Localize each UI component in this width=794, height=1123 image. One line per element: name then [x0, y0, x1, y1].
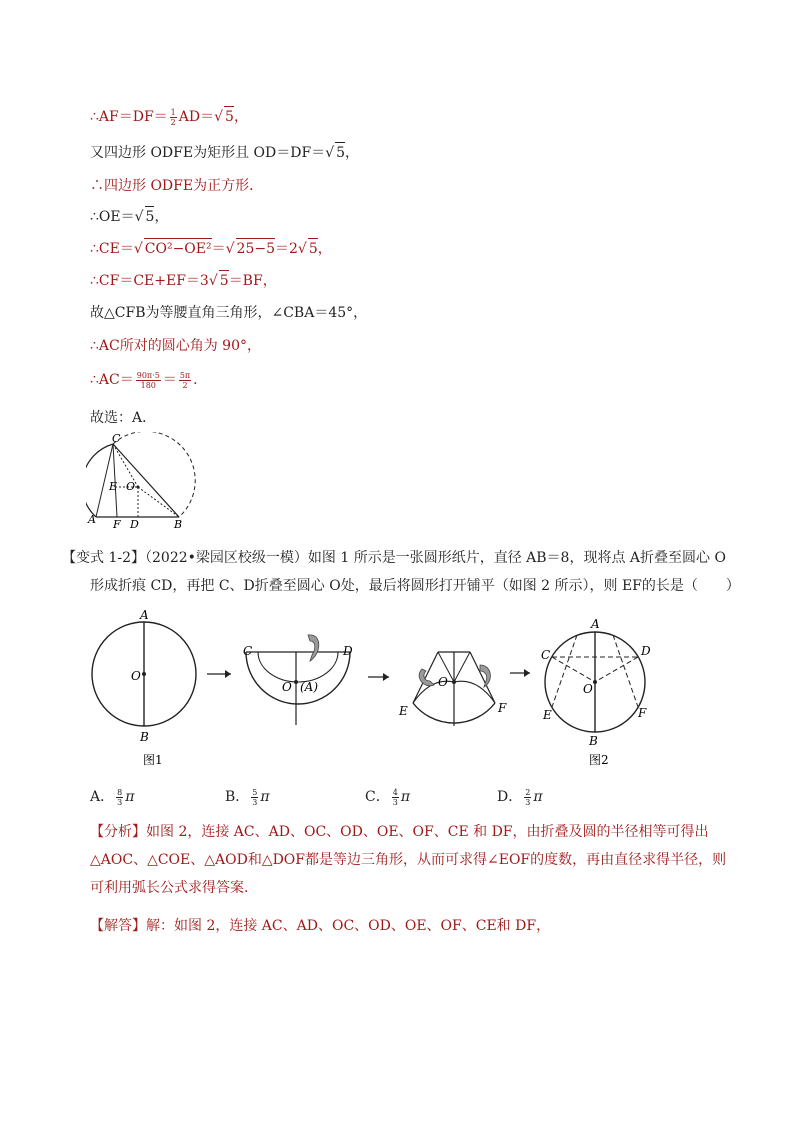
- analysis-tag: 【分析】: [90, 824, 146, 840]
- fraction: [136, 371, 161, 390]
- solution-line-3: ∴四边形 ODFE为正方形．: [90, 178, 264, 194]
- fraction: [524, 788, 531, 807]
- solution-line-6: ∴CF＝CE+EF＝3√ 5＝BF，: [90, 270, 277, 291]
- fig2-lower-arc: [246, 652, 350, 704]
- text-segment: ∴AC＝: [90, 372, 134, 388]
- fig3-label-f: F: [498, 701, 507, 715]
- fraction-denominator: 2: [182, 380, 188, 390]
- arrow-3-head: [524, 669, 530, 677]
- fraction: [170, 108, 177, 127]
- arrow-1-head: [225, 670, 231, 678]
- fraction-numerator: 2: [525, 787, 531, 797]
- solution-line-7: 故△CFB为等腰直角三角形，∠CBA＝45°，: [90, 305, 368, 321]
- fraction-numerator: 5: [252, 787, 258, 797]
- fraction-denominator: 3: [392, 797, 398, 807]
- fraction-numerator: 1: [170, 107, 176, 117]
- solution-line-9: [90, 370, 207, 390]
- choice-line: 故选：A．: [90, 410, 157, 426]
- text-segment: ＝2: [274, 241, 298, 257]
- text-segment: AD＝: [178, 109, 215, 125]
- problem-source: （2022•梁园区校级一模）: [145, 550, 308, 566]
- fraction: [116, 788, 123, 807]
- arrow-2-head: [383, 673, 389, 681]
- text-segment: ∴OE＝: [90, 209, 135, 225]
- fraction: [179, 371, 191, 390]
- sqrt-radicand: 5: [145, 206, 155, 227]
- fig1-label-b: B: [140, 730, 149, 744]
- segment-ob: [138, 487, 179, 517]
- fig3-right-edge: [470, 652, 495, 703]
- fig4-center: [593, 680, 597, 684]
- fraction-numerator: 8: [117, 787, 123, 797]
- fig4-label-e: E: [543, 708, 552, 722]
- fig2-center: [294, 680, 298, 684]
- text-segment: ∴CF＝CE+EF＝3: [90, 273, 209, 289]
- fraction-numerator: 5π: [179, 370, 191, 380]
- text-segment: ，: [233, 109, 248, 125]
- fig2-label-a-paren: (A): [300, 680, 319, 694]
- option-a[interactable]: [90, 786, 134, 807]
- fig4-caption: 图2: [589, 753, 609, 767]
- fig4-label-o: O: [583, 682, 593, 696]
- fig3-fold-arrow-left-icon: [419, 669, 434, 686]
- fig2-label-d: D: [343, 644, 353, 658]
- label-c: C: [112, 432, 121, 445]
- answer-line: [90, 916, 550, 936]
- sqrt-radicand: CO²−OE²: [144, 238, 212, 259]
- fig4-label-f: F: [638, 706, 647, 720]
- label-f: F: [113, 518, 121, 531]
- text-segment: ，: [317, 241, 332, 257]
- sqrt-radicand: 5: [224, 106, 234, 127]
- fig2-label-c: C: [243, 644, 253, 658]
- fraction-denominator: 3: [252, 797, 258, 807]
- analysis-paragraph: [90, 818, 730, 902]
- text-segment: 又四边形 ODFE为矩形且 OD＝DF＝: [90, 145, 326, 161]
- fraction: [251, 788, 258, 807]
- fig4-crease-ce: [552, 635, 577, 707]
- fig3-center: [452, 680, 456, 684]
- fig3-left-edge: [413, 652, 438, 703]
- solution-figure: [86, 432, 196, 532]
- sqrt-radicand: 25−5: [236, 238, 275, 259]
- fig4-crease-do: [595, 657, 638, 682]
- solution-line-4: ∴OE＝√ 5，: [90, 206, 168, 227]
- fig1-label-a: A: [140, 608, 149, 622]
- label-d: D: [130, 518, 139, 531]
- text-segment: ＝: [162, 372, 177, 388]
- fig1-label-o: O: [131, 669, 141, 683]
- circle-arc-dashed: [113, 432, 195, 517]
- pi-symbol: π: [533, 789, 543, 805]
- fig2-folded-arc: [258, 652, 338, 682]
- sqrt-radicand: 5: [219, 270, 229, 291]
- fig4-crease-df: [613, 635, 638, 707]
- fig4-label-d: D: [641, 644, 651, 658]
- label-b: B: [174, 518, 183, 531]
- fraction-denominator: 180: [140, 380, 156, 390]
- fig1-caption: 图1: [143, 753, 163, 767]
- option-letter: D．: [497, 789, 523, 805]
- option-c[interactable]: [365, 786, 410, 807]
- pi-symbol: π: [400, 789, 411, 805]
- fig4-label-a: A: [591, 617, 600, 631]
- text-segment: ＝: [211, 241, 226, 257]
- text-segment: ，: [154, 209, 169, 225]
- text-segment: ∴CE＝: [90, 241, 134, 257]
- problem-tag: [62, 547, 726, 567]
- sqrt-radicand: 5: [335, 142, 345, 163]
- answer-text: 解：如图 2，连接 AC、AD、OC、OD、OE、OF、CE和 DF，: [146, 918, 551, 934]
- problem-tag-label: 【变式 1-2】: [62, 550, 145, 566]
- fig4-label-b: B: [589, 734, 598, 748]
- option-letter: B．: [225, 789, 250, 805]
- fig2-label-o: O: [282, 680, 292, 694]
- fig4-crease-co: [552, 657, 595, 682]
- fig3-label-o: O: [438, 675, 448, 689]
- solution-line-8: ∴AC所对的圆心角为 90°，: [90, 338, 261, 354]
- center-point: [137, 486, 140, 489]
- pi-symbol: π: [125, 789, 135, 805]
- fraction-denominator: 3: [117, 797, 123, 807]
- sqrt-radicand: 5: [308, 238, 318, 259]
- solution-line-5: ∴CE＝√ CO²−OE²＝√ 25−5＝2√ 5，: [90, 238, 332, 259]
- fig3-label-e: E: [399, 704, 408, 718]
- solution-line-2: 又四边形 ODFE为矩形且 OD＝DF＝√ 5，: [90, 142, 359, 163]
- answer-tag: 【解答】: [90, 918, 146, 934]
- fig1-center: [142, 672, 146, 676]
- fraction-numerator: 90π·5: [136, 370, 160, 380]
- segment-cb: [113, 444, 179, 517]
- problem-text-2: 形成折痕 CD，再把 C、D折叠至圆心 O处，最后将圆形打开铺平（如图 2 所示），则 EF的长是（ ）: [90, 578, 740, 594]
- label-a: A: [88, 513, 96, 526]
- text-segment: ．: [193, 372, 208, 388]
- fig3-fold-right: [454, 652, 470, 682]
- pi-symbol: π: [260, 789, 270, 805]
- label-o: O: [126, 480, 136, 493]
- fraction-denominator: 3: [525, 797, 531, 807]
- option-d[interactable]: [497, 786, 543, 807]
- label-e: E: [109, 480, 118, 493]
- option-letter: A．: [90, 789, 115, 805]
- text-segment: ∴AF＝DF＝: [90, 109, 168, 125]
- option-b[interactable]: [225, 786, 270, 807]
- fraction-denominator: 2: [170, 117, 176, 127]
- fig4-label-c: C: [541, 648, 551, 662]
- text-segment: ＝BF，: [228, 273, 277, 289]
- problem-text-1: 如图 1 所示是一张圆形纸片，直径 AB＝8，现将点 A折叠至圆心 O: [307, 550, 726, 566]
- option-letter: C．: [365, 789, 390, 805]
- fig2-fold-arrow-icon: [308, 635, 319, 661]
- fraction: [392, 788, 399, 807]
- text-segment: ，: [345, 145, 360, 161]
- fraction-numerator: 4: [392, 787, 398, 797]
- solution-line-1: ∴AF＝DF＝ $\frac{1}{2}$ AD＝√ 5，: [90, 107, 248, 127]
- analysis-text: 如图 2，连接 AC、AD、OC、OD、OE、OF、CE 和 DF，由折叠及圆的半径相等可得出△AOC、△COE、△AOD和△DOF都是等边三角形，从而可求得∠EOF的度数，再由直径求得半径，则可利用弧长公式求得答案．: [90, 824, 727, 896]
- folding-figures: [86, 605, 666, 770]
